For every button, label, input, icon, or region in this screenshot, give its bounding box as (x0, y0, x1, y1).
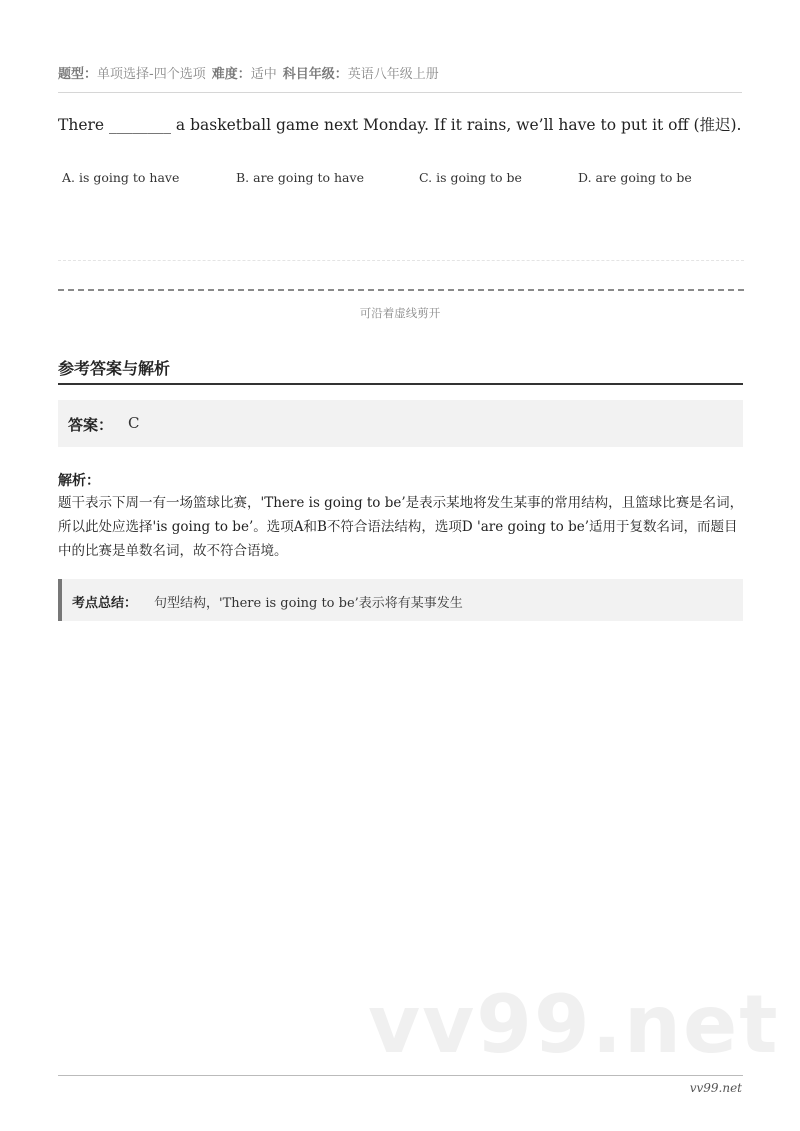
grade-value: 英语八年级上册 (347, 67, 439, 82)
cut-hint: 可沿着虚线剪开 (359, 306, 441, 320)
difficulty-label: 难度： (211, 67, 251, 82)
section-divider (58, 383, 743, 385)
footer-site: vv99.net (689, 1081, 742, 1095)
option-d: D. are going to be (578, 170, 692, 185)
option-c: C. is going to be (419, 170, 522, 185)
type-label: 题型： (58, 67, 98, 82)
summary-box (58, 579, 743, 621)
analysis-text: 题干表示下周一有一场篮球比赛，'There is going to be’是表示某地将发生某事的常用结构，且篮球比赛是名词，所以此处应选择'is going to be’。选项A和B不符合语法结构，选项D 'are going to be’适用于复数名词，而题目中的比赛是单数名词，故不符合语境。 (58, 495, 744, 559)
section-title: 参考答案与解析 (58, 359, 171, 378)
footer-divider (58, 1075, 743, 1076)
difficulty-value: 适中 (250, 67, 277, 82)
meta-divider (58, 92, 742, 93)
grade-label: 科目年级： (282, 67, 348, 82)
watermark: vv99.net (368, 978, 780, 1071)
type-value: 单项选择-四个选项 (97, 67, 206, 82)
question-text: There ________ a basketball game next Monday. If it rains, we’ll have to put it off (推迟). (58, 116, 742, 134)
summary-text: 句型结构，'There is going to be’表示将有某事发生 (154, 596, 463, 611)
option-b: B. are going to have (236, 170, 364, 185)
answer-value: C (128, 414, 140, 432)
cut-line (58, 289, 744, 291)
answer-label: 答案： (68, 416, 114, 434)
summary-label: 考点总结： (72, 596, 138, 611)
option-a: A. is going to have (62, 170, 180, 185)
analysis-label: 解析： (58, 473, 100, 489)
light-dashed-divider (58, 260, 744, 261)
answer-box (58, 400, 743, 447)
question-meta (58, 63, 439, 82)
